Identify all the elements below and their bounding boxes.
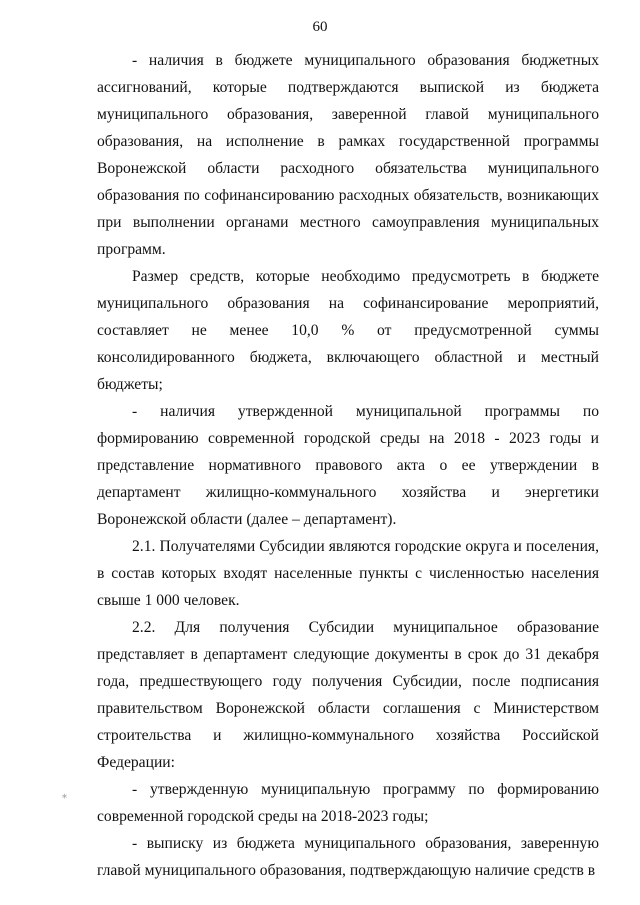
document-body — [97, 47, 599, 884]
paragraph-municipal-program: - наличия утвержденной муниципальной программы по формированию современной городской среды на 2018 - 2023 годы и представление нормативного правового акта о ее утверждении в департамент жилищно-коммунального хозяйства и энергетики Воронежской области (далее – департамент). — [97, 403, 599, 528]
paragraph-2-2-documents: 2.2. Для получения Субсидии муниципальное образование представляет в департамент следующие документы в срок до 31 декабря года, предшествующего году получения Субсидии, после подписания правительством Воронежской области соглашения с Министерством строительства и жилищно-коммунального хозяйства Российской Федерации: — [97, 619, 599, 771]
list-item-budget-extract: - выписку из бюджета муниципального образования, заверенную главой муниципального образования, подтверждающую наличие средств в — [97, 835, 599, 879]
scan-margin-mark: ⁎ — [62, 790, 67, 801]
paragraph-2-1-recipients: 2.1. Получателями Субсидии являются городские округа и поселения, в состав которых входят населенные пункты с численностью населения свыше 1 000 человек. — [97, 538, 599, 609]
paragraph-cofinancing-amount: Размер средств, которые необходимо предусмотреть в бюджете муниципального образования на софинансирование мероприятий, составляет не менее 10,0 % от предусмотренной суммы консолидированного бюджета, включающего областной и местный бюджеты; — [97, 268, 599, 393]
page-number: 60 — [312, 19, 328, 35]
list-item-approved-program: - утвержденную муниципальную программу по формированию современной городской среды на 2018-2023 годы; — [97, 781, 599, 825]
paragraph-budget-allocations: - наличия в бюджете муниципального образования бюджетных ассигнований, которые подтверждаются выпиской из бюджета муниципального образования, заверенной главой муниципального образования, на исполнение в рамках государственной программы Воронежской области расходного обязательства муниципального образования по софинансированию расходных обязательств, возникающих при выполнении органами местного самоуправления муниципальных программ. — [97, 52, 599, 258]
